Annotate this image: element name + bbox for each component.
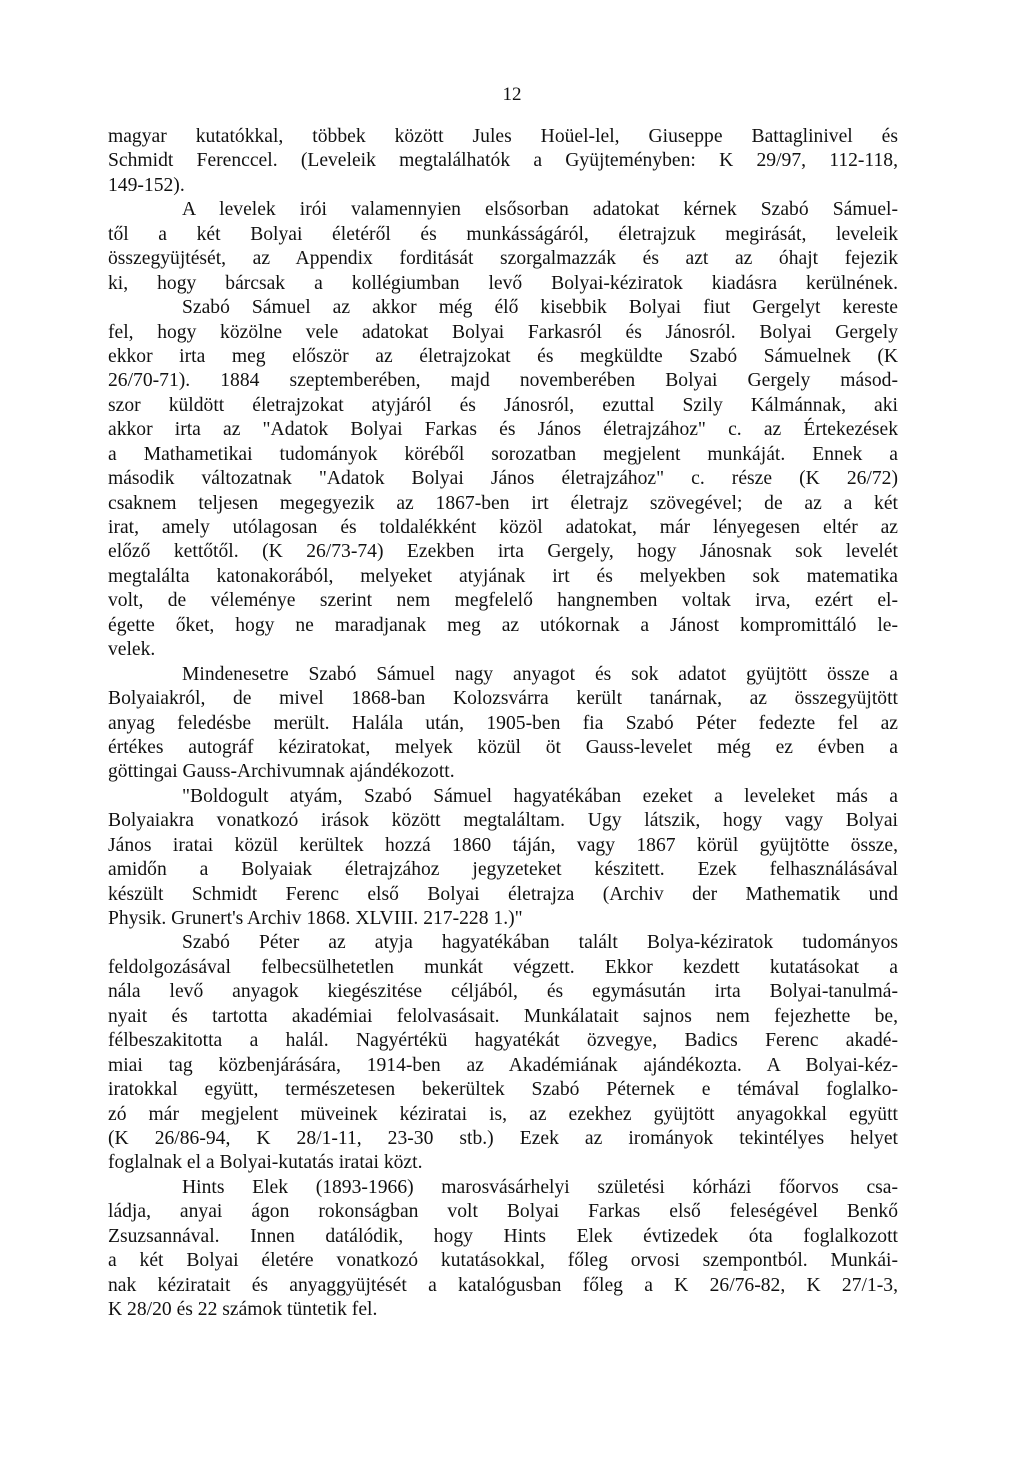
text-line: foglalnak el a Bolyai-kutatás iratai közt.: [108, 1152, 423, 1174]
text-line: ki, hogy bárcsak a kollégiumban levő Bolyai-kéziratok kiadásra kerülnének.: [108, 272, 898, 294]
text-line: szor küldött életrajzokat atyjáról és Jánosról, ezuttal Szily Kálmánnak, aki: [108, 394, 898, 416]
text-line: velek.: [108, 639, 156, 661]
text-line: 26/70-71). 1884 szeptemberében, majd novemberében Bolyai Gergely másod-: [108, 370, 898, 392]
text-line: nála levő anyagok kiegészitése céljából, és egymásután irta Bolyai-tanulmá-: [108, 981, 898, 1003]
text-line: értékes autográf kéziratokat, melyek közül öt Gauss-levelet még ez évben a: [108, 736, 898, 758]
text-line: Zsuzsannával. Innen datálódik, hogy Hints Elek évtizedek óta foglalkozott: [108, 1225, 898, 1247]
text-line: iratokkal együtt, természetesen bekerültek Szabó Péternek e témával foglalko-: [108, 1079, 898, 1101]
paragraph-first-line: A levelek irói valamennyien elsősorban adatokat kérnek Szabó Sámuel-: [182, 199, 898, 221]
paragraph-first-line: Hints Elek (1893-1966) marosvásárhelyi születési kórházi főorvos csa-: [182, 1176, 898, 1198]
page-number: 12: [502, 84, 522, 105]
text-line: amidőn a Bolyaiak életrajzához jegyzeteket készitett. Ezek felhasználásával: [108, 859, 898, 881]
text-line: ekkor irta meg először az életrajzokat és megküldte Szabó Sámuelnek (K: [108, 345, 898, 367]
text-line: félbeszakitotta a halál. Nagyértékü hagyatékát özvegye, Badics Ferenc akadé-: [108, 1030, 898, 1052]
body-text: [108, 125, 898, 1322]
text-line: (K 26/86-94, K 28/1-11, 23-30 stb.) Ezek az irományok tekintélyes helyet: [108, 1127, 898, 1149]
text-line: 149-152).: [108, 174, 185, 196]
text-line: nyait és tartotta akadémiai felolvasásait. Munkálatait sajnos nem fejezhette be,: [108, 1005, 898, 1027]
text-line: nak kéziratait és anyaggyüjtését a katalógusban főleg a K 26/76-82, K 27/1-3,: [108, 1274, 898, 1296]
text-line: akkor irta az "Adatok Bolyai Farkas és János életrajzához" c. az Értekezések: [108, 419, 898, 441]
text-line: zó már megjelent müveinek kéziratai is, az ezekhez gyüjtött anyagokkal együtt: [108, 1103, 898, 1125]
text-line: égette őket, hogy ne maradjanak meg az utókornak a Jánost kompromittáló le-: [108, 614, 898, 636]
paragraph-first-line: Szabó Sámuel az akkor még élő kisebbik Bolyai fiut Gergelyt kereste: [182, 297, 898, 319]
text-line: göttingai Gauss-Archivumnak ajándékozott.: [108, 761, 455, 783]
text-line: től a két Bolyai életéről és munkásságáról, életrajzuk megirását, leveleik: [108, 223, 898, 245]
text-line: anyag feledésbe merült. Halála után, 1905-ben fia Szabó Péter fedezte fel az: [108, 712, 898, 734]
paragraph-first-line: Szabó Péter az atyja hagyatékában talált Bolya-kéziratok tudományos: [182, 932, 898, 954]
text-line: magyar kutatókkal, többek között Jules Hoüel-lel, Giuseppe Battaglinivel és: [108, 126, 898, 147]
text-line: készült Schmidt Ferenc első Bolyai életrajza (Archiv der Mathematik und: [108, 883, 898, 905]
text-line: a Mathametikai tudományok köréből sorozatban megjelent munkáját. Ennek a: [108, 443, 898, 465]
text-line: János iratai közül kerültek hozzá 1860 táján, vagy 1867 körül gyüjtötte össze,: [108, 834, 898, 856]
text-line: csaknem teljesen megegyezik az 1867-ben irt életrajz szövegével; de az a két: [108, 492, 898, 514]
text-line: Bolyaiakról, de mivel 1868-ban Kolozsvárra került tanárnak, az összegyüjtött: [108, 688, 898, 710]
text-line: megtalálta katonakorából, melyeket atyjának irt és melyekben sok matematika: [108, 565, 898, 587]
text-line: K 28/20 és 22 számok tüntetik fel.: [108, 1299, 378, 1320]
text-line: a két Bolyai életére vonatkozó kutatásokkal, főleg orvosi szempontból. Munkái-: [108, 1250, 898, 1272]
text-line: második változatnak "Adatok Bolyai János életrajzához" c. része (K 26/72): [108, 468, 898, 490]
paragraph-first-line: Mindenesetre Szabó Sámuel nagy anyagot és sok adatot gyüjtött össze a: [182, 663, 898, 685]
text-line: miai tag közbenjárására, 1914-ben az Akadémiának ajándékozta. A Bolyai-kéz-: [108, 1054, 898, 1076]
text-line: feldolgozásával felbecsülhetetlen munkát végzett. Ekkor kezdett kutatásokat a: [108, 956, 898, 978]
text-line: irat, amely utólagosan és toldalékként közöl adatokat, már lényegesen eltér az: [108, 517, 898, 538]
text-line: volt, de véleménye szerint nem megfelelő hangnemben voltak irva, ezért el-: [108, 590, 898, 612]
text-line: előző kettőtől. (K 26/73-74) Ezekben irta Gergely, hogy Jánosnak sok levelét: [108, 541, 898, 563]
text-line: Bolyaiakra vonatkozó irások között megtaláltam. Ugy látszik, hogy vagy Bolyai: [108, 810, 898, 832]
paragraph-first-line: "Boldogult atyám, Szabó Sámuel hagyatékában ezeket a leveleket más a: [182, 785, 898, 807]
text-line: összegyüjtését, az Appendix forditását szorgalmazzák és azt az óhajt fejezik: [108, 248, 898, 270]
text-line: ládja, anyai ágon rokonságban volt Bolyai Farkas első feleségével Benkő: [108, 1201, 898, 1223]
text-line: Physik. Grunert's Archiv 1868. XLVIII. 217-228 1.)": [108, 908, 523, 929]
text-line: Schmidt Ferenccel. (Leveleik megtalálhatók a Gyüjteményben: K 29/97, 112-118,: [108, 150, 898, 172]
text-line: fel, hogy közölne vele adatokat Bolyai Farkasról és Jánosról. Bolyai Gergely: [108, 321, 898, 343]
